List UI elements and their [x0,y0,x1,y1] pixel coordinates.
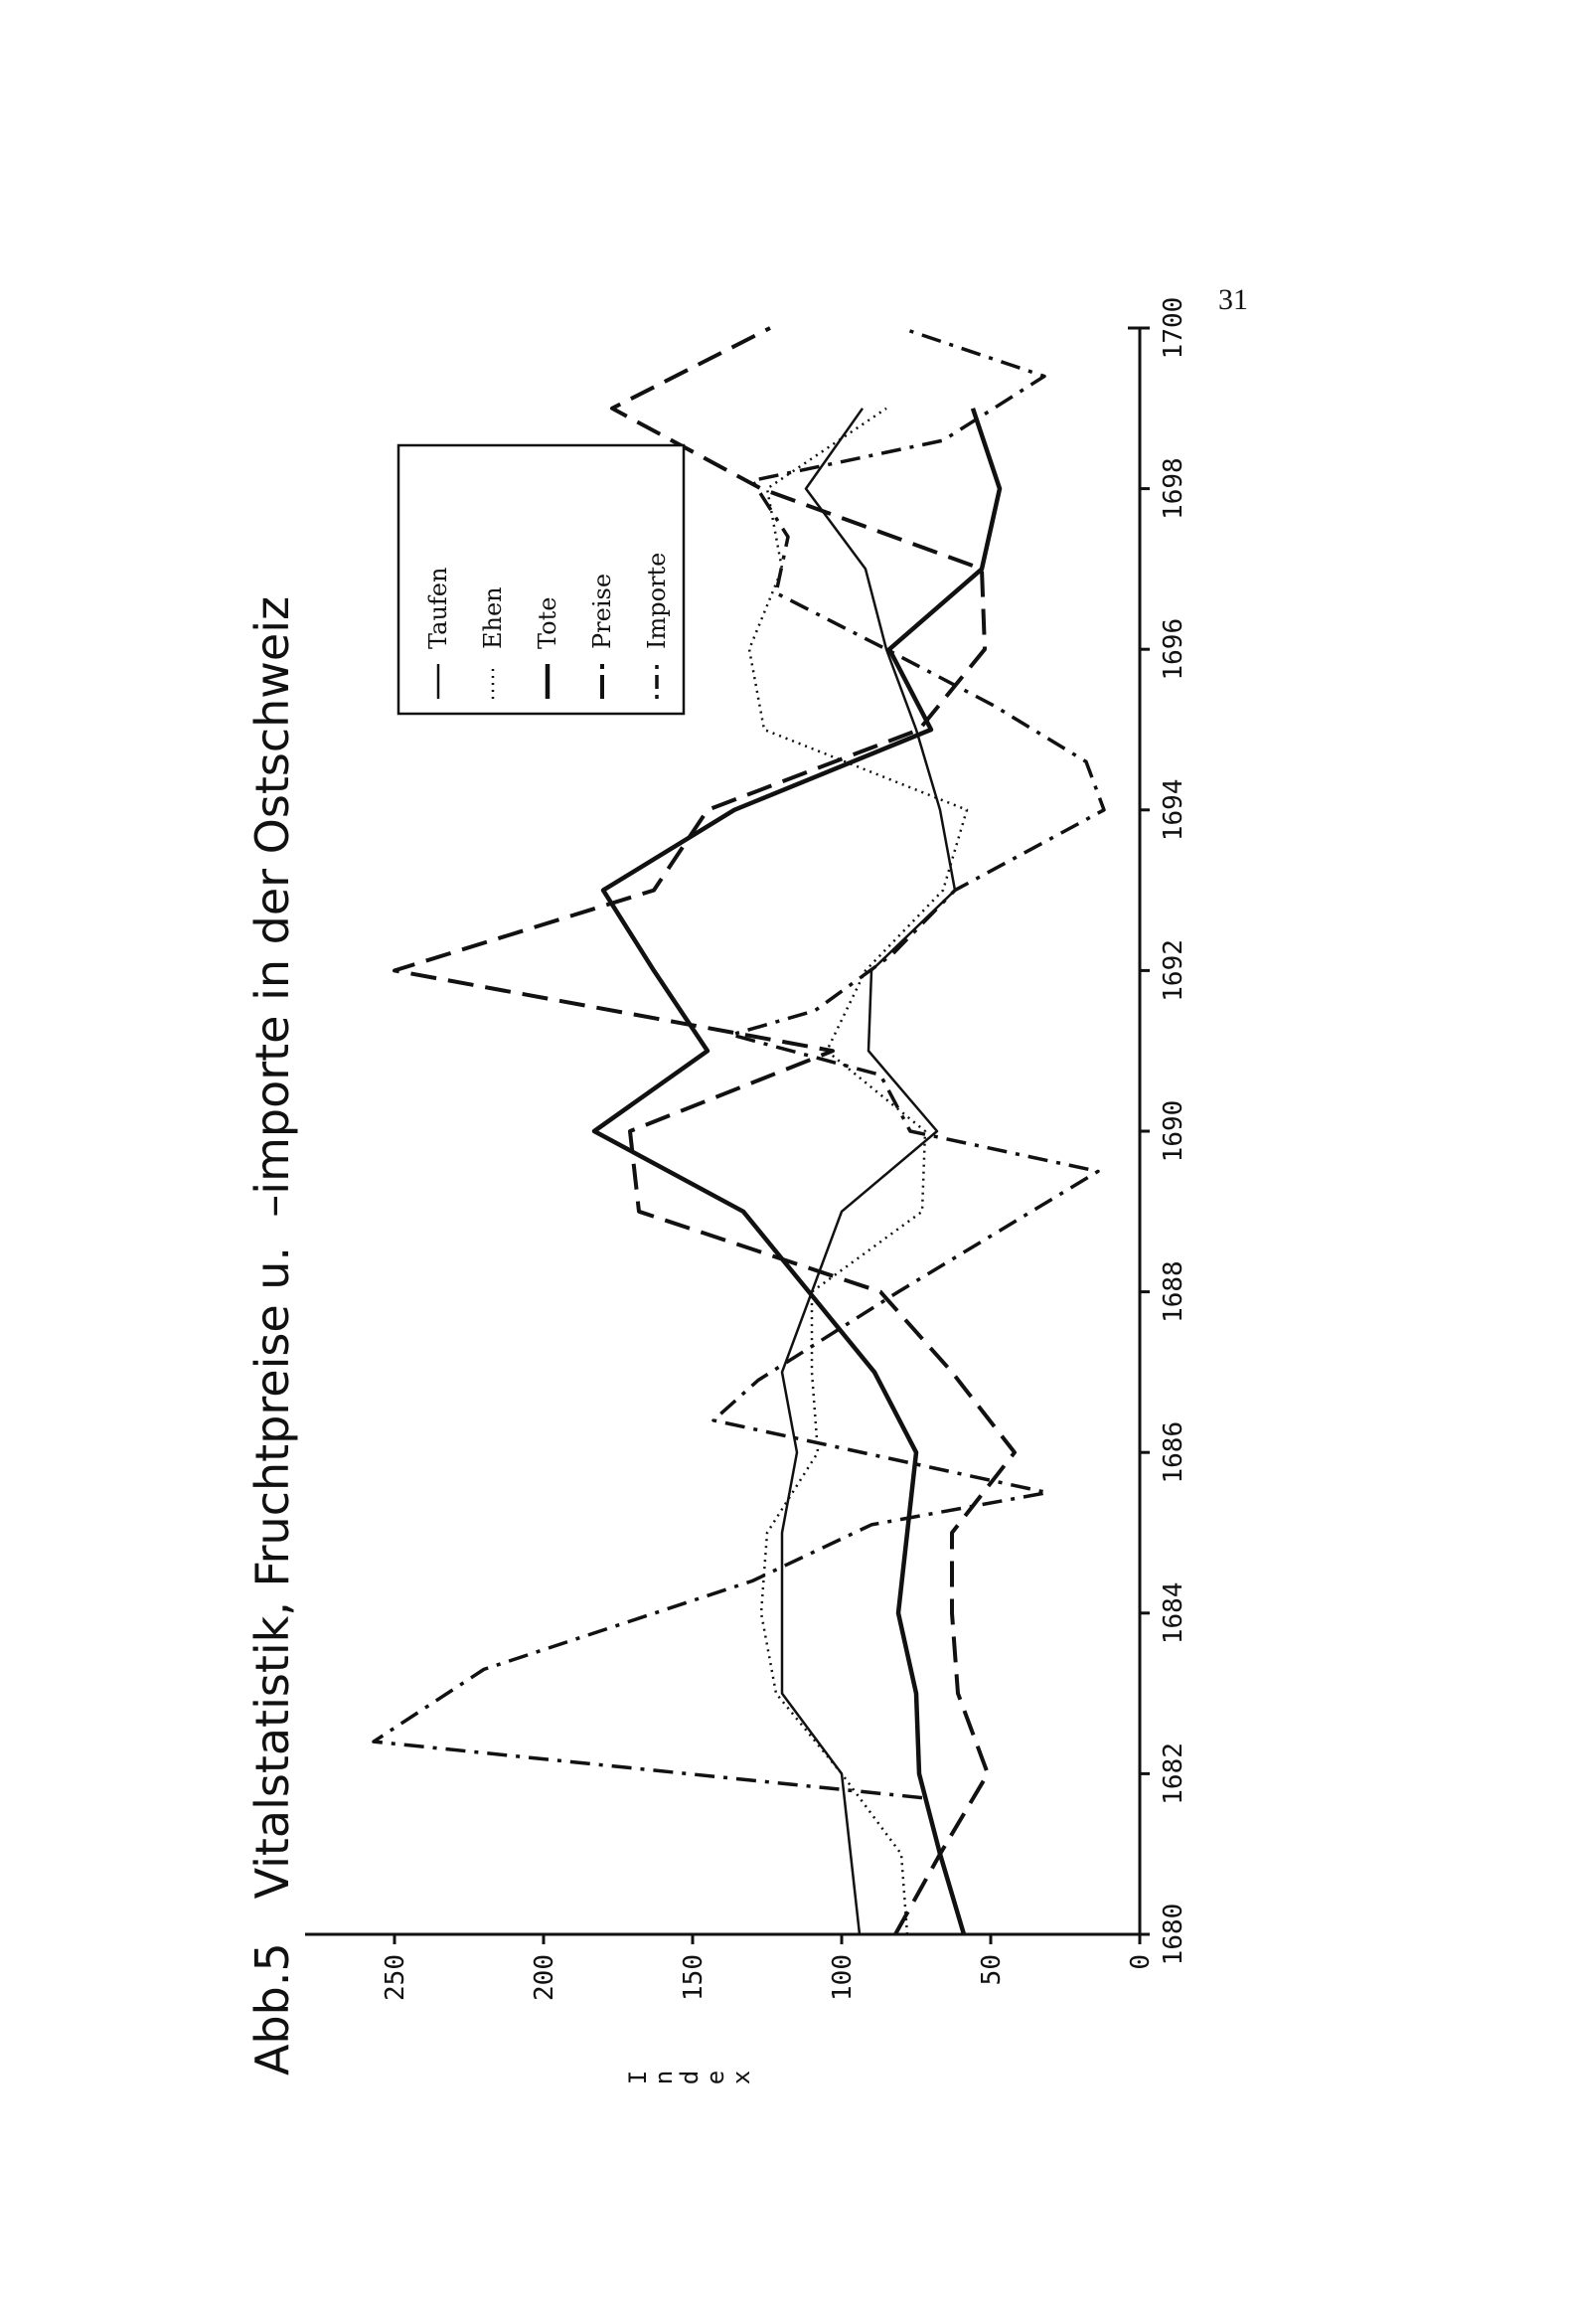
x-tick-label: 1692 [1159,939,1188,1002]
y-axis-label [624,2071,755,2084]
y-axis-label-letter: d [676,2070,704,2085]
x-tick-label: 1680 [1159,1903,1188,1966]
x-tick-label: 1686 [1159,1420,1188,1484]
y-axis-label-letter: I [624,2070,652,2085]
x-tick-label: 1684 [1159,1581,1188,1645]
legend-label-preise: Preise [588,573,616,649]
y-axis-label-letter: e [702,2070,729,2085]
y-tick-label: 150 [679,1954,709,2001]
legend-label-tote: Tote [534,596,561,649]
y-tick-label: 250 [381,1954,410,2001]
legend-label-ehen: Ehen [479,586,507,649]
legend [398,445,684,714]
x-tick-label: 1694 [1159,778,1188,842]
y-tick-label: 200 [530,1954,559,2001]
legend-label-importe: Importe [643,552,671,649]
x-tick-label: 1696 [1159,617,1188,681]
y-axis-label-letter: n [650,2070,678,2085]
x-tick-label: 1682 [1159,1743,1188,1805]
series-line-ehen [749,409,967,1934]
y-tick-label: 50 [977,1954,1007,1986]
x-tick-label: 1690 [1159,1099,1188,1163]
x-tick-label: 1698 [1159,457,1188,520]
series-line-taufen [782,409,955,1934]
x-tick-label: 1688 [1159,1260,1188,1323]
chart-title: Abb.5 Vitalstatistik, Fruchtpreise u. –importe in der Ostschweiz [245,595,299,2075]
y-tick-label: 0 [1126,1954,1156,1970]
y-tick-label: 100 [828,1954,858,2001]
y-axis-label-letter: x [727,2070,755,2085]
x-tick-label: 1700 [1159,296,1188,360]
page-number: 31 [1218,283,1248,316]
chart-rotated-group [245,297,1188,2085]
legend-label-taufen: Taufen [424,567,452,649]
